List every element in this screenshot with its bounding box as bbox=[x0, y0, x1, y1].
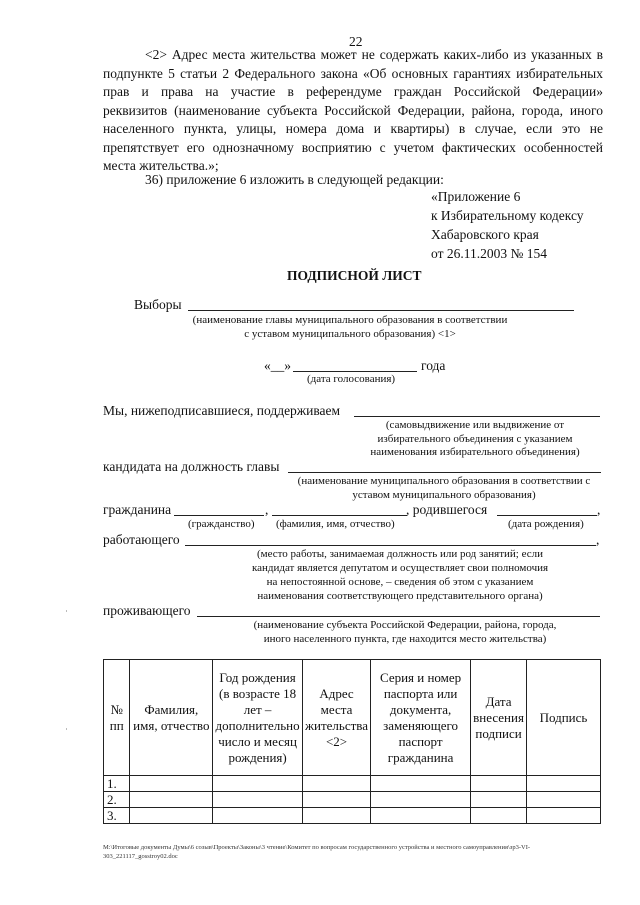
work-label: работающего bbox=[103, 532, 180, 547]
citizen-label: гражданина bbox=[103, 502, 172, 517]
residence-blank[interactable] bbox=[197, 616, 600, 617]
header-full-name: Фамилия, имя, отчество bbox=[130, 660, 213, 776]
cell[interactable] bbox=[130, 776, 213, 792]
item-36: 36) приложение 6 изложить в следующей редакции: bbox=[145, 172, 444, 187]
support-hint-2: избирательного объединения с указанием bbox=[377, 433, 573, 445]
cell[interactable] bbox=[303, 808, 371, 824]
scan-mark bbox=[66, 610, 67, 612]
table-row bbox=[104, 808, 601, 824]
cell[interactable] bbox=[471, 776, 527, 792]
row-number: 3. bbox=[104, 808, 130, 824]
residence-hint-2: иного населенного пункта, где находится место жительства) bbox=[263, 633, 547, 645]
date-year-suffix: года bbox=[421, 358, 446, 373]
work-end-comma: , bbox=[596, 532, 600, 547]
support-hint-1: (самовыдвижение или выдвижение от bbox=[385, 419, 565, 431]
footnote-line: места жительства.»; bbox=[103, 158, 219, 173]
support-hint-3: наименования избирательного объединения) bbox=[370, 446, 580, 458]
footnote-line: населенного пункта, улицы, номера дома и квартиры) в случае, если это не bbox=[103, 121, 603, 136]
table-row bbox=[104, 776, 601, 792]
table-row bbox=[104, 792, 601, 808]
header-signature: Подпись bbox=[526, 660, 600, 776]
page-number: 22 bbox=[349, 34, 363, 49]
residence-label: проживающего bbox=[103, 603, 191, 618]
citizenship-blank[interactable] bbox=[174, 515, 264, 516]
form-title: ПОДПИСНОЙ ЛИСТ bbox=[287, 268, 422, 283]
citizen-name-blank[interactable] bbox=[272, 515, 407, 516]
cell[interactable] bbox=[526, 776, 600, 792]
cell[interactable] bbox=[130, 808, 213, 824]
elections-hint-1: (наименование главы муниципального образования в соответствии bbox=[192, 314, 508, 326]
annex-line-3: Хабаровского края bbox=[431, 227, 539, 242]
support-label: Мы, нижеподписавшиеся, поддерживаем bbox=[103, 403, 341, 418]
cell[interactable] bbox=[213, 776, 303, 792]
residence-hint-1: (наименование субъекта Российской Федерации, района, города, bbox=[253, 619, 557, 631]
cell[interactable] bbox=[371, 776, 471, 792]
cell[interactable] bbox=[303, 776, 371, 792]
annex-line-2: к Избирательному кодексу bbox=[431, 208, 584, 223]
cell[interactable] bbox=[130, 792, 213, 808]
cell[interactable] bbox=[526, 792, 600, 808]
footnote-line: прав и права на участие в референдуме граждан Российской Федерации» bbox=[103, 84, 603, 99]
row-number: 2. bbox=[104, 792, 130, 808]
footnote-line: <2> Адрес места жительства может не содержать каких-либо из указанных в bbox=[145, 47, 603, 62]
candidate-hint-1: (наименование муниципального образования в соответствии с bbox=[297, 475, 591, 487]
header-passport: Серия и номер паспорта или документа, заменяющего паспорт гражданина bbox=[371, 660, 471, 776]
cell[interactable] bbox=[526, 808, 600, 824]
citizen-end-comma: , bbox=[597, 502, 601, 517]
cell[interactable] bbox=[371, 808, 471, 824]
footnote-line: подпункте 5 статьи 2 Федерального закона «Об основных гарантиях избирательных bbox=[103, 65, 603, 81]
name-hint: (фамилия, имя, отчество) bbox=[276, 518, 395, 530]
work-hint-3: на непостоянной основе, – сведения об этом с указанием bbox=[266, 576, 534, 588]
elections-hint-2: с уставом муниципального образования) <1> bbox=[244, 328, 456, 340]
header-address: Адрес места жительства <2> bbox=[303, 660, 371, 776]
annex-line-4: от 26.11.2003 № 154 bbox=[431, 246, 547, 261]
work-blank[interactable] bbox=[185, 545, 596, 546]
cell[interactable] bbox=[213, 792, 303, 808]
born-label: , родившегося bbox=[406, 502, 488, 517]
cell[interactable] bbox=[371, 792, 471, 808]
candidate-label: кандидата на должность главы bbox=[103, 459, 280, 474]
header-number: № пп bbox=[104, 660, 130, 776]
cell[interactable] bbox=[303, 792, 371, 808]
footnote-line: препятствует его однозначному восприятию с учетом фактических особенностей bbox=[103, 139, 603, 155]
header-sign-date: Дата внесения подписи bbox=[471, 660, 527, 776]
work-hint-2: кандидат является депутатом и осуществляет свои полномочия bbox=[251, 562, 549, 574]
annex-line-1: «Приложение 6 bbox=[431, 189, 521, 204]
work-hint-4: наименования соответствующего представительного органа) bbox=[257, 590, 543, 602]
citizenship-hint: (гражданство) bbox=[188, 518, 255, 530]
date-hint: (дата голосования) bbox=[307, 373, 396, 385]
birth-date-blank[interactable] bbox=[497, 515, 597, 516]
footnote-line: реквизитов (наименование субъекта Российской Федерации, района, города, иного bbox=[103, 102, 603, 118]
date-day: «__» bbox=[264, 358, 291, 373]
cell[interactable] bbox=[471, 792, 527, 808]
scan-mark bbox=[66, 728, 67, 730]
birth-hint: (дата рождения) bbox=[508, 518, 584, 530]
cell[interactable] bbox=[213, 808, 303, 824]
signature-table bbox=[103, 659, 601, 824]
footer-file-path: M:\Итоговые документы Думы\6 созыв\Проекты\Законы\3 чтение\Комитет по вопросам государственного устройства и местного самоуправления\зр3-VI-303_221117_gosstroy02.doc bbox=[103, 844, 531, 860]
header-birth-year: Год рождения (в возрасте 18 лет – дополнительно число и месяц рождения) bbox=[213, 660, 303, 776]
cell[interactable] bbox=[471, 808, 527, 824]
support-blank[interactable] bbox=[354, 416, 600, 417]
candidate-blank[interactable] bbox=[288, 472, 601, 473]
work-hint-1: (место работы, занимаемая должность или род занятий; если bbox=[256, 548, 543, 560]
date-blank[interactable] bbox=[293, 371, 417, 372]
row-number: 1. bbox=[104, 776, 130, 792]
table-header-row bbox=[104, 660, 601, 776]
candidate-hint-2: уставом муниципального образования) bbox=[352, 489, 536, 501]
footnote-2-paragraph bbox=[103, 46, 603, 176]
elections-blank[interactable] bbox=[188, 310, 574, 311]
elections-label: Выборы bbox=[134, 297, 182, 312]
citizen-comma: , bbox=[265, 502, 269, 517]
